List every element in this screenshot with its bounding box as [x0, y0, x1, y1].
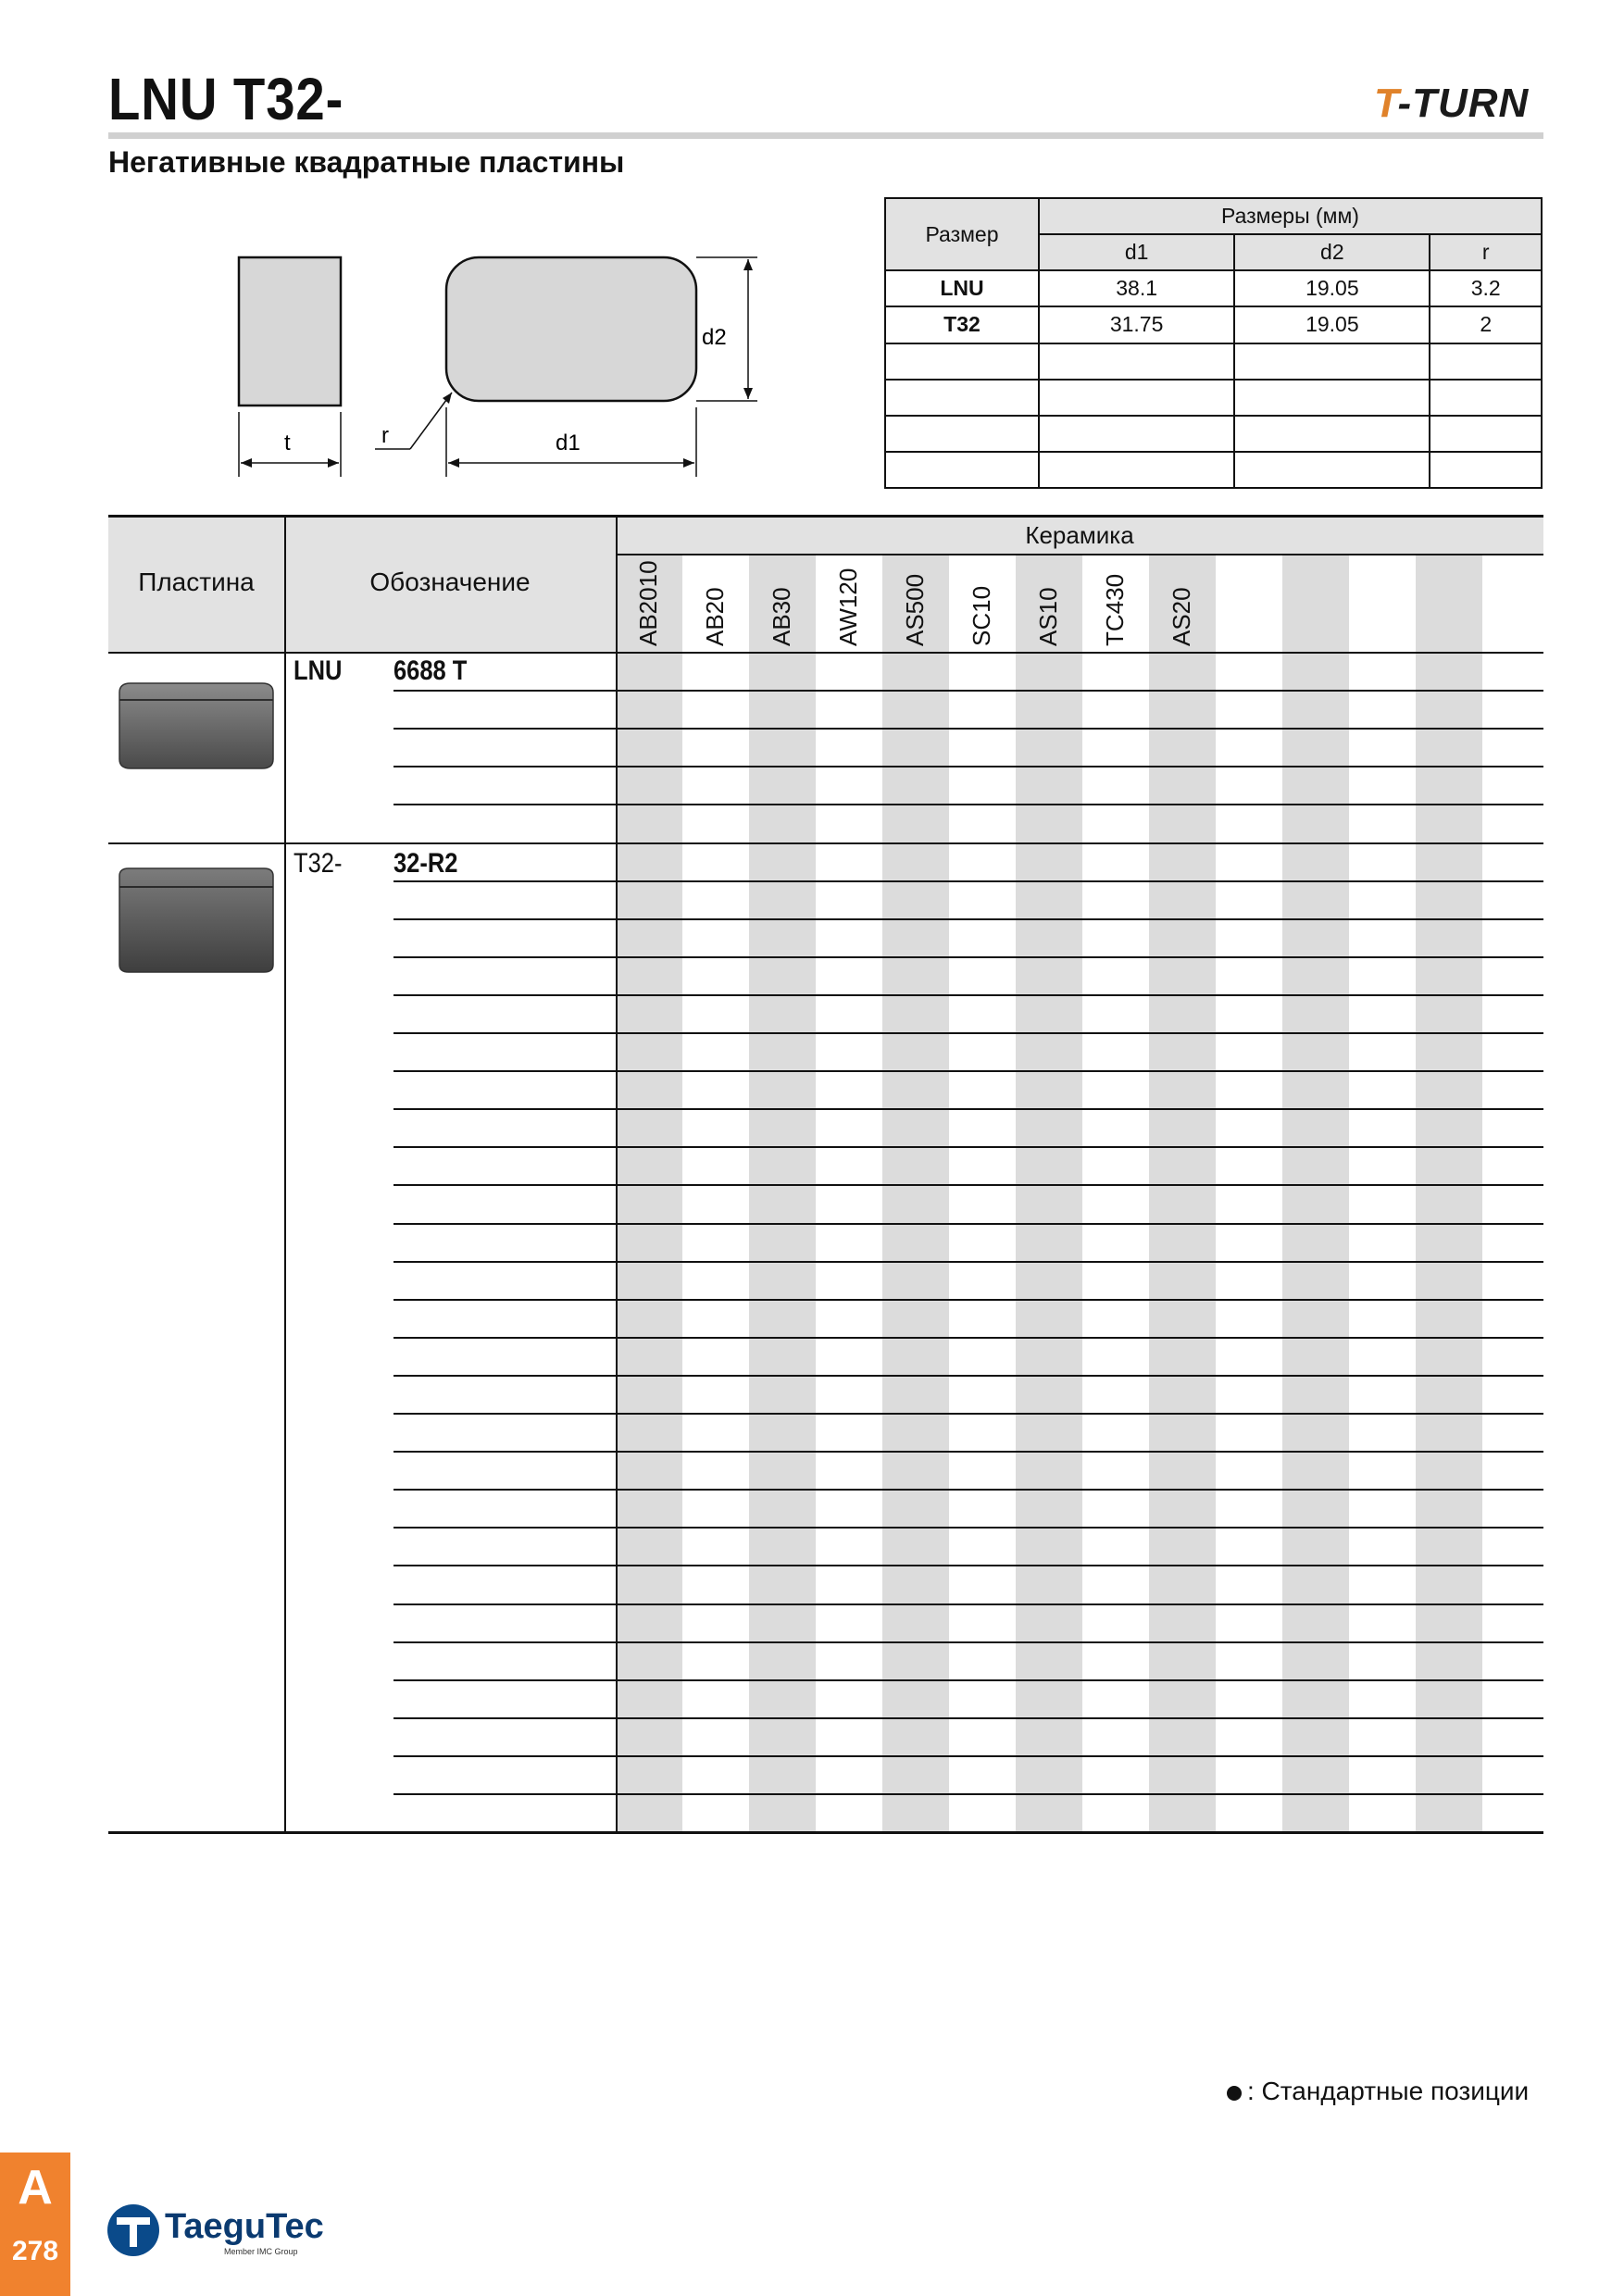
grid-line	[394, 1032, 1543, 1034]
dim-d2: 19.05	[1234, 270, 1430, 306]
grade-label: AS10	[1034, 587, 1062, 646]
grid-line	[394, 1413, 1543, 1415]
grid-line	[394, 1375, 1543, 1377]
grid-line	[394, 766, 1543, 767]
prefix-t32: T32-	[294, 848, 343, 879]
dim-r: 2	[1430, 306, 1542, 343]
prefix-lnu: LNU	[294, 655, 343, 686]
dim-row-empty	[885, 452, 1542, 488]
grid-line	[394, 1527, 1543, 1529]
legend	[1227, 2077, 1529, 2106]
grid-line	[394, 1146, 1543, 1148]
dim-d1: 31.75	[1039, 306, 1234, 343]
page-subtitle: Негативные квадратные пластины	[108, 145, 625, 179]
brand-logo	[1368, 74, 1544, 130]
section-tab	[0, 2152, 70, 2296]
grid-line	[108, 842, 1543, 844]
grid-line	[394, 1793, 1543, 1795]
size-header: Размер	[885, 198, 1039, 270]
grid-line	[394, 1070, 1543, 1072]
grid-line	[394, 804, 1543, 805]
grid-line	[616, 554, 1543, 555]
insert-top-view	[446, 257, 696, 401]
grade-label: SC10	[968, 585, 995, 646]
dims-header: Размеры (мм)	[1039, 198, 1542, 234]
dim-d2: 19.05	[1234, 306, 1430, 343]
dim-col-header: d2	[1234, 234, 1430, 270]
grid-line	[394, 1337, 1543, 1339]
grid-line	[616, 515, 618, 1831]
grid-line	[394, 880, 1543, 882]
page-number: 278	[11, 2236, 59, 2266]
grid-line	[394, 1679, 1543, 1681]
dim-size: T32	[885, 306, 1039, 343]
grid-line	[394, 1565, 1543, 1566]
label-d2: d2	[702, 325, 727, 350]
grade-column-shade	[1016, 555, 1082, 1831]
dim-d1: 38.1	[1039, 270, 1234, 306]
grade-label: AB30	[768, 587, 795, 646]
grid-line	[394, 1299, 1543, 1301]
taegutec-logo	[104, 2199, 344, 2264]
dim-row	[885, 270, 1542, 306]
grid-line	[394, 1641, 1543, 1643]
grid-line	[394, 690, 1543, 692]
insert-image-t32	[114, 865, 279, 976]
grid-line	[394, 1755, 1543, 1757]
dim-r: 3.2	[1430, 270, 1542, 306]
dim-row-empty	[885, 343, 1542, 380]
grid-line	[394, 1261, 1543, 1263]
designation-6688t: 6688 T	[394, 655, 468, 686]
grid-line	[394, 728, 1543, 730]
svg-text:Member IMC Group: Member IMC Group	[224, 2247, 298, 2256]
grid-line	[108, 652, 1543, 654]
grade-column-shade	[749, 555, 816, 1831]
dim-size: LNU	[885, 270, 1039, 306]
grade-column-shade	[616, 555, 682, 1831]
section-letter: A	[18, 2161, 53, 2215]
grid-line	[394, 994, 1543, 996]
grid-line	[108, 515, 1543, 518]
dim-col-header: r	[1430, 234, 1542, 270]
svg-text:TaeguTec: TaeguTec	[165, 2207, 324, 2246]
header-designation: Обозначение	[369, 568, 531, 596]
grade-column-shade	[1416, 555, 1482, 1831]
dimension-table	[884, 197, 1543, 489]
dim-col-header: d1	[1039, 234, 1234, 270]
label-d1: d1	[556, 430, 581, 455]
grade-label: AB2010	[634, 560, 662, 646]
grid-line	[394, 1603, 1543, 1605]
grade-label: AS20	[1168, 587, 1195, 646]
insert-image-lnu	[114, 680, 279, 772]
grade-column-shade	[1149, 555, 1216, 1831]
header-insert: Пластина	[138, 568, 255, 596]
grid-line	[108, 1831, 1543, 1834]
grid-line	[394, 1489, 1543, 1491]
grid-line	[284, 515, 286, 1831]
designation-32-r2: 32-R2	[394, 848, 458, 879]
grade-column-shade	[1282, 555, 1349, 1831]
grade-label: AS500	[901, 573, 929, 646]
grid-line	[394, 1184, 1543, 1186]
page-title: LNU T32-	[108, 66, 344, 132]
grade-label: AW120	[834, 568, 862, 646]
legend-text: : Стандартные позиции	[1247, 2077, 1530, 2105]
grade-label: TC430	[1101, 573, 1129, 646]
grid-line	[394, 1717, 1543, 1719]
dim-row	[885, 306, 1542, 343]
label-r: r	[381, 423, 389, 448]
insert-diagram	[222, 241, 778, 491]
grade-label: AB20	[701, 587, 729, 646]
grid-line	[394, 1108, 1543, 1110]
grid-line	[394, 918, 1543, 920]
title-rule	[108, 132, 1543, 139]
svg-text:T-TURN: T-TURN	[1374, 81, 1530, 126]
grade-grid	[108, 515, 1543, 2068]
grid-line	[394, 956, 1543, 958]
grid-line	[394, 1451, 1543, 1453]
grid-line	[394, 1223, 1543, 1225]
bullet-icon	[1227, 2086, 1242, 2101]
dim-row-empty	[885, 416, 1542, 452]
header-ceramics: Керамика	[1025, 521, 1134, 549]
dim-row-empty	[885, 380, 1542, 416]
label-t: t	[284, 430, 291, 455]
insert-side-view	[239, 257, 341, 406]
grade-column-shade	[882, 555, 949, 1831]
